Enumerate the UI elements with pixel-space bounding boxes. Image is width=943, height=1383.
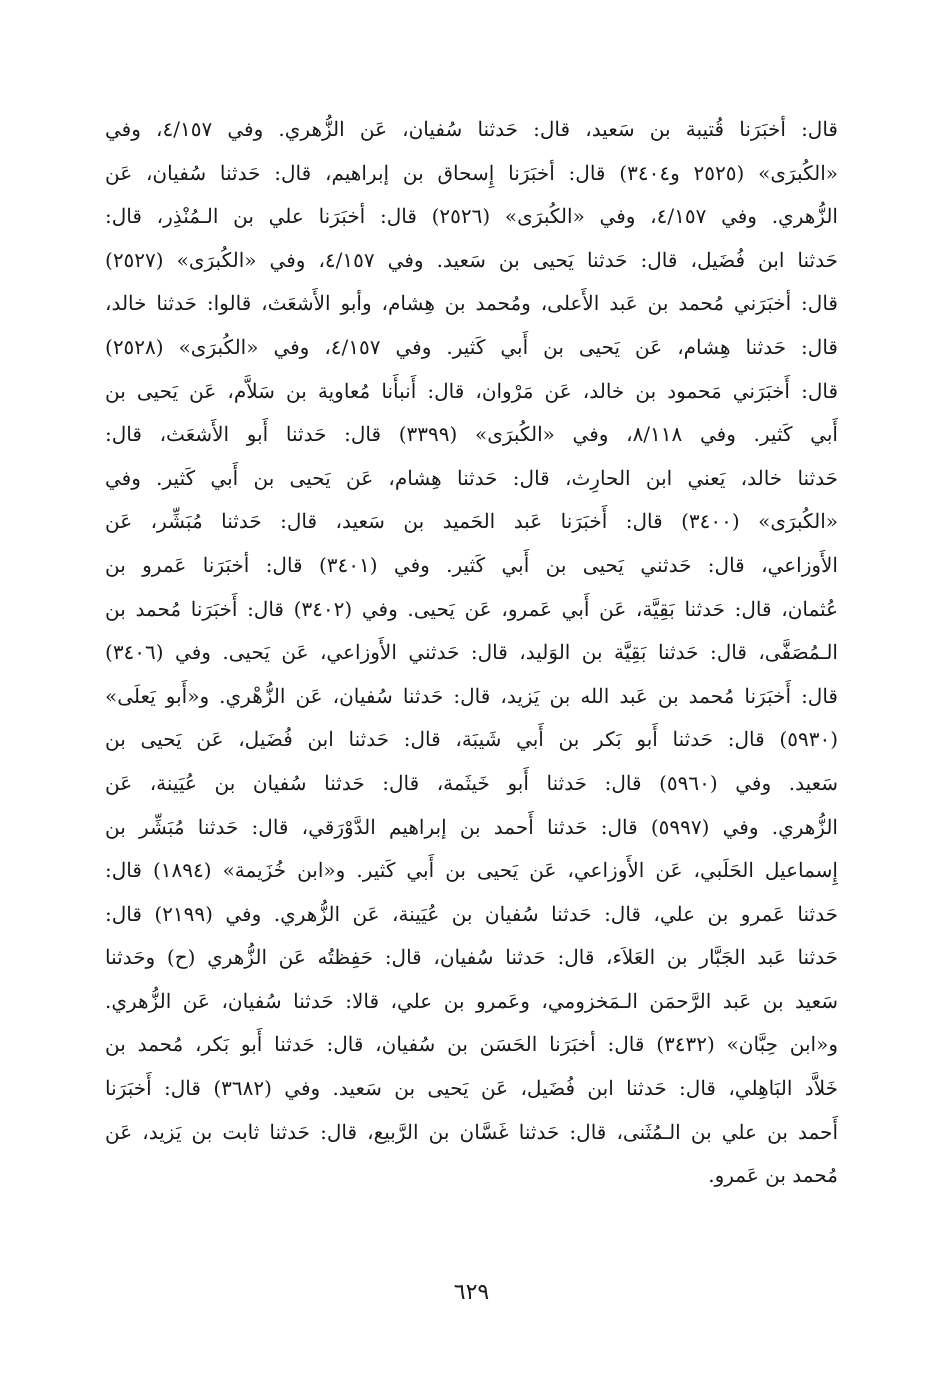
text-line: قال: أخبَرَنا قُتيبة بن سَعيد، قال: حَدثنا سُفيان، عَن الزُّهري. وفي ٤/١٥٧، وفي <box>105 117 838 141</box>
text-line: حَدثنا عَبد الجَبَّار بن العَلاَء، قال: حَدثنا سُفيان، قال: حَفِظتُه عَن الزُّهري (ح) وحَدثنا <box>105 945 838 970</box>
text-line: حَدثنا عَمرو بن علي، قال: حَدثنا سُفيان بن عُيَينة، عَن الزُّهري. وفي (٢١٩٩) قال: <box>105 901 838 926</box>
text-line: قال: أَخبَرَنا مُحمد بن عَبد الله بن يَزيد، قال: حَدثنا سُفيان، عَن الزُّهْري. و«أَبو يَعلَى» <box>105 683 838 708</box>
text-line: إِسماعيل الحَلَبي، عَن الأَوزاعي، عَن يَحيى بن أَبي كَثير. و«ابن خُزَيمة» (١٨٩٤) قال: <box>105 858 838 883</box>
text-line: الأَوزاعي، قال: حَدثني يَحيى بن أَبي كَثير. وفي (٣٤٠١) قال: أخبَرَنا عَمرو بن <box>105 552 838 577</box>
text-line-last: مُحمد بن عَمرو. <box>708 1163 838 1188</box>
text-line: و«ابن حِبَّان» (٣٤٣٢) قال: أخبَرَنا الحَسَن بن سُفيان، قال: حَدثنا أَبو بَكر، مُحمد بن <box>105 1032 838 1057</box>
text-line: سَعيد. وفي (٥٩٦٠) قال: حَدثنا أَبو خَيثَمة، قال: حَدثنا سُفيان بن عُيَينة، عَن <box>105 770 838 795</box>
text-line: حَدثنا خالد، يَعني ابن الحارِث، قال: حَدثنا هِشام، عَن يَحيى بن أَبي كَثير. وفي <box>105 465 838 490</box>
text-line: الزُّهري. وفي (٥٩٩٧) قال: حَدثنا أَحمد بن إبراهيم الدَّوْرَقي، قال: حَدثنا مُبَشِّر بن <box>105 814 838 839</box>
text-line: أَبي كَثير. وفي ٨/١١٨، وفي «الكُبرَى» (٣٣٩٩) قال: حَدثنا أَبو الأَشعَث، قال: <box>105 422 838 447</box>
text-line: الـمُصَفَّى، قال: حَدثنا بَقِيَّة بن الوَليد، قال: حَدثني الأَوزاعي، عَن يَحيى. وفي (٣٤٠٦) <box>105 640 838 665</box>
body-text <box>105 108 838 1198</box>
text-line: الزُّهري. وفي ٤/١٥٧، وفي «الكُبرَى» (٢٥٢٦) قال: أخبَرَنا علي بن الـمُنْذِر، قال: <box>105 204 838 229</box>
text-line: «الكُبرَى» (٢٥٢٥ و٣٤٠٤) قال: أخبَرَنا إِسحاق بن إبراهيم، قال: حَدثنا سُفيان، عَن <box>105 160 838 185</box>
text-line: عُثمان، قال: حَدثنا بَقِيَّة، عَن أَبي عَمرو، عَن يَحيى. وفي (٣٤٠٢) قال: أَخبَرَنا مُحمد بن <box>105 596 838 621</box>
text-line: قال: حَدثنا هِشام، عَن يَحيى بن أَبي كَثير. وفي ٤/١٥٧، وفي «الكُبرَى» (٢٥٢٨) <box>105 334 838 359</box>
text-line: أَحمد بن علي بن الـمُثَنى، قال: حَدثنا غَسَّان بن الرَّبيع، قال: حَدثنا ثابت بن يَزيد، عَن <box>105 1119 838 1144</box>
text-line: حَدثنا ابن فُضَيل، قال: حَدثنا يَحيى بن سَعيد. وفي ٤/١٥٧، وفي «الكُبرَى» (٢٥٢٧) <box>105 247 838 272</box>
text-line: قال: أخبَرَني مُحمد بن عَبد الأَعلى، ومُحمد بن هِشام، وأبو الأَشعَث، قالوا: حَدثنا خالد، <box>105 291 838 316</box>
text-line: (٥٩٣٠) قال: حَدثنا أَبو بَكر بن أَبي شَيبَة، قال: حَدثنا ابن فُضَيل، عَن يَحيى بن <box>105 727 838 752</box>
text-line: سَعيد بن عَبد الرَّحمَن الـمَخزومي، وعَمرو بن علي، قالا: حَدثنا سُفيان، عَن الزُّهري. <box>105 988 838 1013</box>
text-line: قال: أَخبَرَني مَحمود بن خالد، عَن مَرْوان، قال: أَنبأَنا مُعاوية بن سَلاَّم، عَن يَحيى بن <box>105 378 838 403</box>
page-number: ٦٢٩ <box>453 1280 490 1305</box>
text-line: «الكُبرَى» (٣٤٠٠) قال: أَخبَرَنا عَبد الحَميد بن سَعيد، قال: حَدثنا مُبَشِّر، عَن <box>105 509 838 534</box>
text-line: خَلاَّد البَاهِلي، قال: حَدثنا ابن فُضَيل، عَن يَحيى بن سَعيد. وفي (٣٦٨٢) قال: أَخبَرَنا <box>105 1076 838 1101</box>
